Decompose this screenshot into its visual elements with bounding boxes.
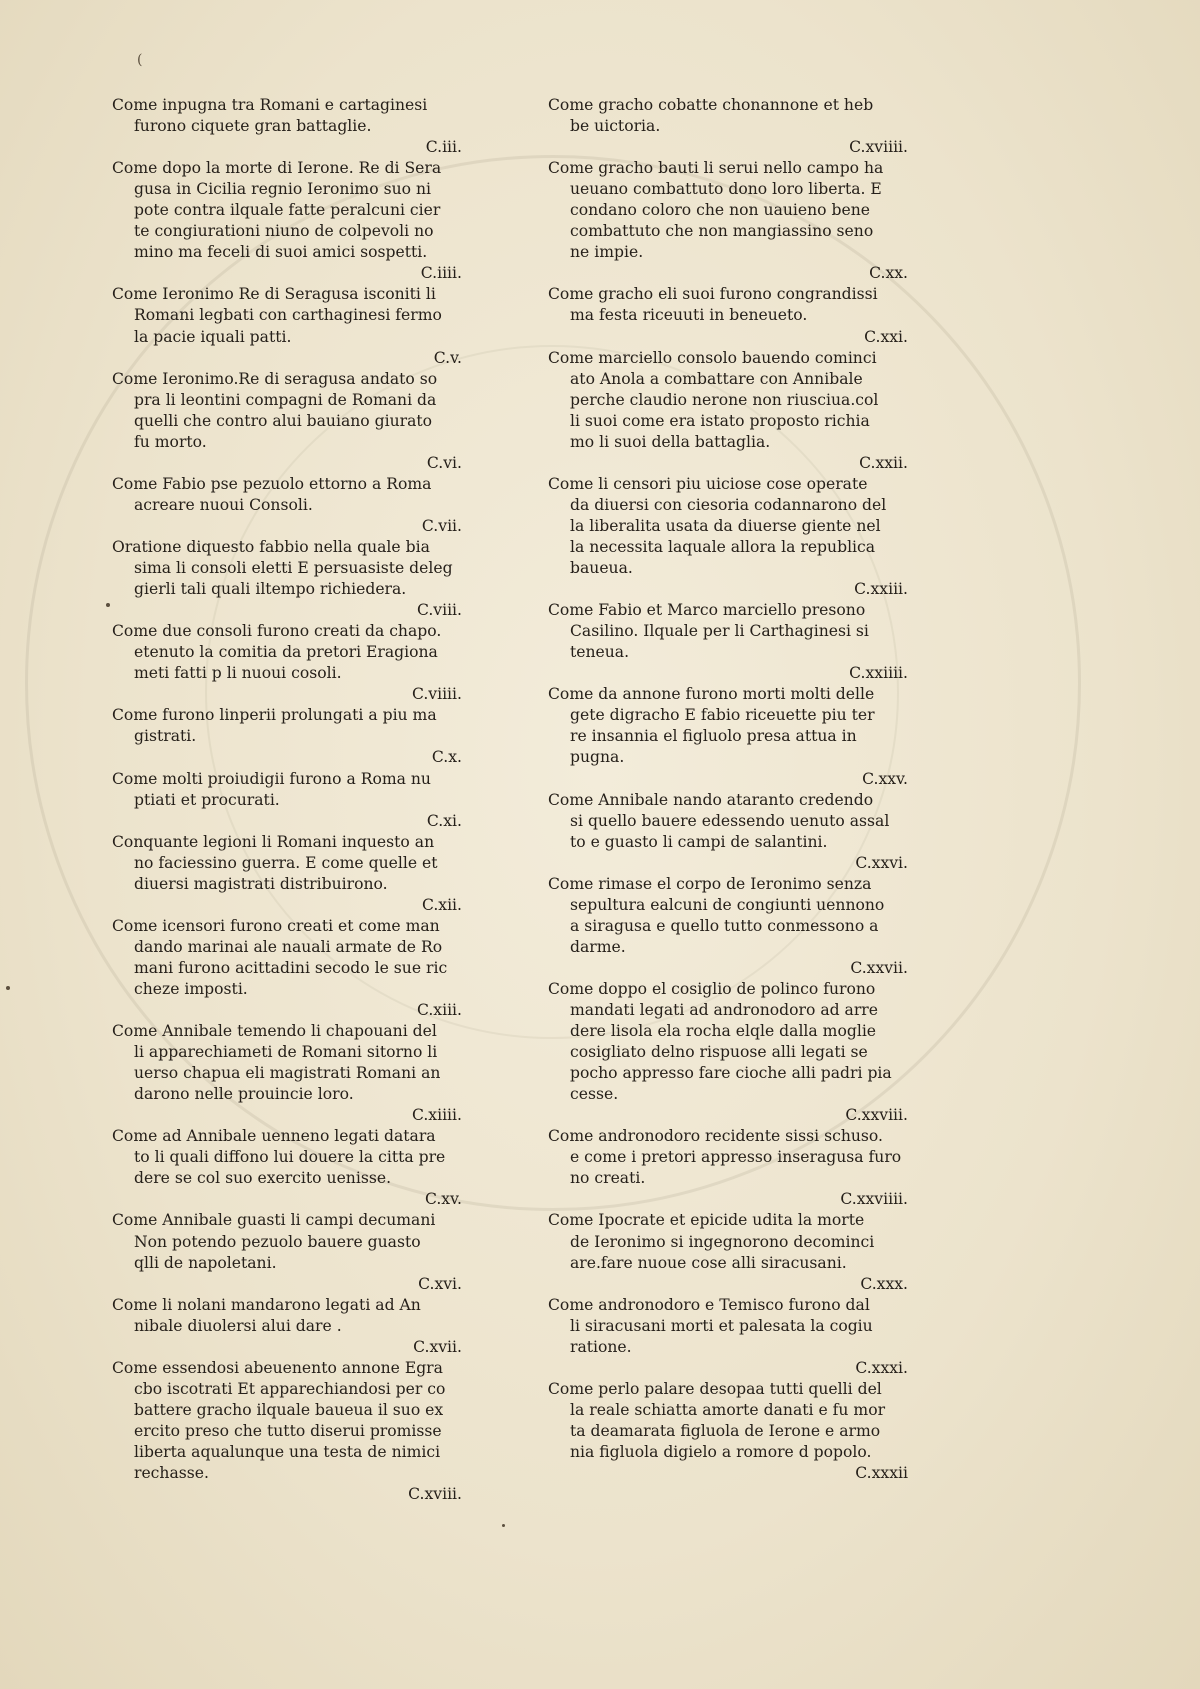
table-of-contents-entry bbox=[112, 474, 464, 537]
table-of-contents-entry bbox=[548, 684, 920, 789]
entry-continuation-line: qlli de napoletani. bbox=[134, 1253, 277, 1272]
entry-heading-line: Conquante legioni li Romani inquesto an bbox=[112, 832, 435, 851]
entry-continuation-line: mani furono acittadini secodo le sue ric bbox=[134, 958, 448, 977]
entry-continuation-line: a siragusa e quello tutto conmessono a bbox=[570, 916, 879, 935]
table-of-contents-entry bbox=[112, 1021, 464, 1126]
chapter-number: C.xxii. bbox=[859, 453, 908, 472]
chapter-number: C.xxiiii. bbox=[849, 664, 908, 683]
table-of-contents-entry bbox=[112, 1358, 464, 1505]
chapter-number: C.xxx. bbox=[860, 1274, 908, 1293]
entry-continuation-line: si quello bauere edessendo uenuto assal bbox=[570, 811, 890, 830]
chapter-number: C.xvii. bbox=[413, 1337, 462, 1356]
entry-continuation-line: Non potendo pezuolo bauere guasto bbox=[134, 1232, 421, 1251]
entry-continuation-line: acreare nuoui Consoli. bbox=[134, 495, 313, 514]
entry-heading-line: Come Annibale temendo li chapouani del bbox=[112, 1022, 437, 1041]
table-of-contents-entry bbox=[548, 600, 920, 684]
entry-continuation-line: e come i pretori appresso inseragusa furo bbox=[570, 1148, 902, 1167]
table-of-contents-entry bbox=[548, 1379, 920, 1484]
entry-continuation-line: furono ciquete gran battaglie. bbox=[134, 117, 372, 136]
table-of-contents-entry bbox=[548, 158, 920, 284]
chapter-number: C.xxxii bbox=[855, 1464, 908, 1483]
entry-continuation-line: pra li leontini compagni de Romani da bbox=[134, 390, 437, 409]
table-of-contents-entry bbox=[112, 369, 464, 474]
entry-continuation-line: battere gracho ilquale baueua il suo ex bbox=[134, 1400, 444, 1419]
entry-continuation-line: dere se col suo exercito uenisse. bbox=[134, 1169, 392, 1188]
entry-continuation-line: be uictoria. bbox=[570, 117, 661, 136]
table-of-contents-entry bbox=[548, 284, 920, 347]
table-of-contents-entry bbox=[548, 1295, 920, 1379]
chapter-number: C.x. bbox=[431, 748, 462, 767]
entry-continuation-line: ercito preso che tutto diserui promisse bbox=[134, 1421, 442, 1440]
entry-continuation-line: gusa in Cicilia regnio Ieronimo suo ni bbox=[134, 180, 431, 199]
ink-dot bbox=[502, 1524, 505, 1527]
chapter-number: C.xii. bbox=[421, 895, 462, 914]
entry-continuation-line: no creati. bbox=[570, 1169, 646, 1188]
entry-continuation-line: nibale diuolersi alui dare . bbox=[134, 1316, 342, 1335]
chapter-number: C.xxviii. bbox=[845, 1106, 908, 1125]
table-of-contents-entry bbox=[112, 705, 464, 768]
chapter-number: C.xxiii. bbox=[854, 580, 908, 599]
chapter-number: C.xiiii. bbox=[411, 1106, 462, 1125]
chapter-number: C.viii. bbox=[416, 601, 462, 620]
entry-heading-line: Come da annone furono morti molti delle bbox=[548, 685, 875, 704]
chapter-number: C.xi. bbox=[426, 811, 462, 830]
entry-heading-line: Come andronodoro e Temisco furono dal bbox=[548, 1295, 870, 1314]
entry-continuation-line: la pacie iquali patti. bbox=[134, 327, 292, 346]
entry-continuation-line: li suoi come era istato proposto richia bbox=[570, 411, 870, 430]
entry-continuation-line: da diuersi con ciesoria codannarono del bbox=[570, 495, 887, 514]
table-of-contents-entry bbox=[548, 1126, 920, 1210]
entry-heading-line: Come due consoli furono creati da chapo. bbox=[112, 622, 442, 641]
entry-continuation-line: baueua. bbox=[570, 559, 633, 578]
entry-continuation-line: rechasse. bbox=[134, 1464, 209, 1483]
entry-continuation-line: etenuto la comitia da pretori Eragiona bbox=[134, 643, 438, 662]
entry-continuation-line: to li quali diffono lui douere la citta pre bbox=[134, 1148, 446, 1167]
chapter-number: C.xxvii. bbox=[850, 958, 908, 977]
entry-heading-line: Come inpugna tra Romani e cartaginesi bbox=[112, 96, 428, 114]
entry-heading-line: Come marciello consolo bauendo cominci bbox=[548, 348, 877, 367]
table-of-contents-entry bbox=[548, 348, 920, 474]
entry-continuation-line: la reale schiatta amorte danati e fu mor bbox=[570, 1400, 886, 1419]
entry-heading-line: Come li nolani mandarono legati ad An bbox=[112, 1295, 421, 1314]
entry-heading-line: Come molti proiudigii furono a Roma nu bbox=[112, 769, 431, 788]
entry-heading-line: Come li censori piu uiciose cose operate bbox=[548, 474, 868, 493]
entry-continuation-line: darono nelle prouincie loro. bbox=[134, 1085, 354, 1104]
left-column bbox=[112, 95, 464, 1505]
chapter-number: C.xxi. bbox=[864, 327, 908, 346]
entry-heading-line: Come perlo palare desopaa tutti quelli del bbox=[548, 1379, 882, 1398]
entry-heading-line: Come essendosi abeuenento annone Egra bbox=[112, 1358, 443, 1377]
entry-heading-line: Come icensori furono creati et come man bbox=[112, 916, 440, 935]
entry-heading-line: Come Ipocrate et epicide udita la morte bbox=[548, 1211, 865, 1230]
entry-heading-line: Come dopo la morte di Ierone. Re di Sera bbox=[112, 159, 442, 178]
entry-continuation-line: pugna. bbox=[570, 748, 625, 767]
table-of-contents-entry bbox=[112, 832, 464, 916]
entry-continuation-line: la necessita laquale allora la republica bbox=[570, 537, 876, 556]
entry-continuation-line: darme. bbox=[570, 937, 626, 956]
entry-continuation-line: pocho appresso fare cioche alli padri pia bbox=[570, 1064, 892, 1083]
entry-continuation-line: cheze imposti. bbox=[134, 979, 248, 998]
chapter-number: C.viiii. bbox=[411, 685, 462, 704]
entry-heading-line: Come Ieronimo.Re di seragusa andato so bbox=[112, 369, 438, 388]
table-of-contents-entry bbox=[548, 1210, 920, 1294]
chapter-number: C.xxv. bbox=[862, 769, 908, 788]
table-of-contents-entry bbox=[548, 874, 920, 979]
entry-continuation-line: li siracusani morti et palesata la cogiu bbox=[570, 1316, 873, 1335]
chapter-number: C.xxxi. bbox=[855, 1358, 908, 1377]
entry-continuation-line: mino ma feceli di suoi amici sospetti. bbox=[134, 243, 428, 262]
entry-heading-line: Come Ieronimo Re di Seragusa isconiti li bbox=[112, 285, 436, 304]
chapter-number: C.v. bbox=[433, 348, 462, 367]
table-of-contents-entry bbox=[548, 790, 920, 874]
entry-continuation-line: ato Anola a combattare con Annibale bbox=[570, 369, 863, 388]
entry-heading-line: Come Fabio et Marco marciello presono bbox=[548, 601, 866, 620]
entry-continuation-line: gistrati. bbox=[134, 727, 197, 746]
chapter-number: C.xv. bbox=[424, 1190, 462, 1209]
entry-continuation-line: combattuto che non mangiassino seno bbox=[570, 222, 874, 241]
entry-continuation-line: te congiurationi niuno de colpevoli no bbox=[134, 222, 434, 241]
entry-continuation-line: Casilino. Ilquale per li Carthaginesi si bbox=[570, 622, 869, 641]
entry-continuation-line: ne impie. bbox=[570, 243, 644, 262]
entry-continuation-line: sepultura ealcuni de congiunti uennono bbox=[570, 895, 885, 914]
entry-continuation-line: diuersi magistrati distribuirono. bbox=[134, 874, 388, 893]
entry-continuation-line: sima li consoli eletti E persuasiste deleg bbox=[134, 559, 453, 578]
entry-continuation-line: nia figluola digielo a romore d popolo. bbox=[570, 1443, 872, 1461]
ink-dot bbox=[6, 986, 10, 990]
table-of-contents-entry bbox=[112, 1210, 464, 1294]
table-of-contents-entry bbox=[548, 474, 920, 600]
table-of-contents-entry bbox=[112, 1295, 464, 1358]
chapter-number: C.iii. bbox=[425, 138, 462, 157]
entry-continuation-line: condano coloro che non uauieno bene bbox=[570, 201, 870, 220]
entry-continuation-line: ptiati et procurati. bbox=[134, 790, 280, 809]
entry-continuation-line: meti fatti p li nuoui cosoli. bbox=[134, 664, 342, 683]
table-of-contents-entry bbox=[112, 621, 464, 705]
entry-continuation-line: de Ieronimo si ingegnorono decominci bbox=[570, 1232, 875, 1251]
entry-heading-line: Oratione diquesto fabbio nella quale bia bbox=[112, 537, 430, 556]
entry-continuation-line: gete digracho E fabio riceuette piu ter bbox=[570, 706, 875, 725]
entry-continuation-line: re insannia el figluolo presa attua in bbox=[570, 727, 857, 746]
table-of-contents-entry bbox=[548, 979, 920, 1126]
entry-continuation-line: are.fare nuoue cose alli siracusani. bbox=[570, 1253, 847, 1272]
entry-heading-line: Come gracho bauti li serui nello campo ha bbox=[548, 159, 884, 178]
entry-heading-line: Come Annibale nando ataranto credendo bbox=[548, 790, 874, 809]
chapter-number: C.xiii. bbox=[416, 1001, 462, 1020]
entry-continuation-line: cosigliato delno rispuose alli legati se bbox=[570, 1043, 868, 1062]
table-of-contents-entry bbox=[112, 916, 464, 1021]
table-of-contents-entry bbox=[112, 1126, 464, 1210]
entry-continuation-line: dando marinai ale nauali armate de Ro bbox=[134, 937, 443, 956]
entry-continuation-line: ueuano combattuto dono loro liberta. E bbox=[570, 180, 882, 199]
chapter-number: C.xviiii. bbox=[849, 138, 908, 157]
ink-dot bbox=[106, 603, 110, 607]
chapter-number: C.xxviiii. bbox=[840, 1190, 908, 1209]
entry-heading-line: Come Annibale guasti li campi decumani bbox=[112, 1211, 436, 1230]
chapter-number: C.xvi. bbox=[418, 1274, 462, 1293]
entry-heading-line: Come furono linperii prolungati a piu ma bbox=[112, 706, 437, 725]
entry-continuation-line: to e guasto li campi de salantini. bbox=[570, 832, 828, 851]
entry-continuation-line: cesse. bbox=[570, 1085, 619, 1104]
entry-continuation-line: Romani legbati con carthaginesi fermo bbox=[134, 306, 442, 325]
chapter-number: C.iiii. bbox=[420, 264, 462, 283]
entry-continuation-line: no faciessino guerra. E come quelle et bbox=[134, 853, 438, 872]
table-of-contents-entry bbox=[112, 537, 464, 621]
entry-continuation-line: teneua. bbox=[570, 643, 630, 662]
entry-continuation-line: perche claudio nerone non riusciua.col bbox=[570, 390, 879, 409]
right-column bbox=[548, 95, 920, 1484]
entry-heading-line: Come ad Annibale uenneno legati datara bbox=[112, 1127, 436, 1146]
chapter-number: C.xxvi. bbox=[855, 853, 908, 872]
entry-heading-line: Come gracho eli suoi furono congrandissi bbox=[548, 285, 878, 304]
entry-continuation-line: liberta aqualunque una testa de nimici bbox=[134, 1443, 441, 1461]
entry-heading-line: Come Fabio pse pezuolo ettorno a Roma bbox=[112, 474, 432, 493]
entry-continuation-line: gierli tali quali iltempo richiedera. bbox=[134, 580, 407, 599]
entry-continuation-line: ratione. bbox=[570, 1337, 632, 1356]
entry-continuation-line: li apparechiameti de Romani sitorno li bbox=[134, 1043, 438, 1062]
table-of-contents-entry bbox=[112, 284, 464, 368]
table-of-contents-entry bbox=[112, 95, 464, 158]
entry-continuation-line: mo li suoi della battaglia. bbox=[570, 432, 771, 451]
entry-heading-line: Come rimase el corpo de Ieronimo senza bbox=[548, 874, 872, 893]
entry-continuation-line: mandati legati ad andronodoro ad arre bbox=[570, 1001, 878, 1020]
chapter-number: C.vii. bbox=[421, 516, 462, 535]
entry-continuation-line: fu morto. bbox=[134, 432, 207, 451]
entry-heading-line: Come doppo el cosiglio de polinco furono bbox=[548, 979, 876, 998]
entry-continuation-line: pote contra ilquale fatte peralcuni cier bbox=[134, 201, 441, 220]
entry-heading-line: Come gracho cobatte chonannone et heb bbox=[548, 96, 874, 114]
table-of-contents-entry bbox=[112, 158, 464, 284]
margin-stroke: ( bbox=[137, 52, 143, 68]
entry-continuation-line: dere lisola ela rocha elqle dalla moglie bbox=[570, 1022, 877, 1041]
entry-continuation-line: uerso chapua eli magistrati Romani an bbox=[134, 1064, 441, 1083]
entry-continuation-line: quelli che contro alui bauiano giurato bbox=[134, 411, 433, 430]
entry-continuation-line: la liberalita usata da diuerse giente nel bbox=[570, 516, 881, 535]
table-of-contents-entry bbox=[112, 769, 464, 832]
entry-continuation-line: ta deamarata figluola de Ierone e armo bbox=[570, 1421, 881, 1440]
entry-continuation-line: cbo iscotrati Et apparechiandosi per co bbox=[134, 1379, 446, 1398]
chapter-number: C.xx. bbox=[869, 264, 908, 283]
entry-heading-line: Come andronodoro recidente sissi schuso. bbox=[548, 1127, 883, 1146]
entry-continuation-line: ma festa riceuuti in beneueto. bbox=[570, 306, 808, 325]
table-of-contents-entry bbox=[548, 95, 920, 158]
chapter-number: C.vi. bbox=[426, 453, 462, 472]
chapter-number: C.xviii. bbox=[408, 1485, 462, 1504]
